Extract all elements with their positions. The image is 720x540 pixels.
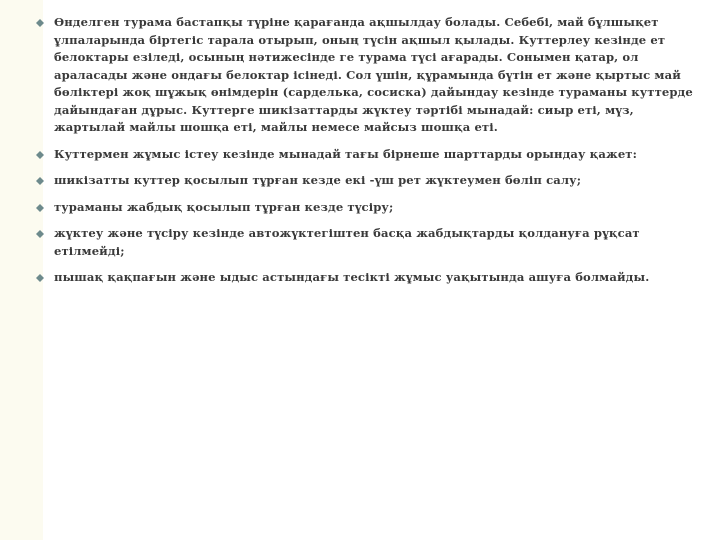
list-item bbox=[36, 199, 704, 217]
diamond-bullet-icon bbox=[36, 204, 44, 212]
list-item bbox=[36, 172, 704, 190]
slide-content bbox=[36, 14, 704, 296]
list-item-text: жүктеу және түсіру кезінде автожүктегіштен басқа жабдықтарды қолдануға рұқсат етілмейді; bbox=[54, 226, 640, 258]
diamond-bullet-icon bbox=[36, 274, 44, 282]
diamond-bullet-icon bbox=[36, 230, 44, 238]
list-item bbox=[36, 269, 704, 287]
list-item-text: пышақ қақпағын және ыдыс астындағы тесікті жұмыс уақытында ашуға болмайды. bbox=[54, 270, 650, 284]
list-item bbox=[36, 146, 704, 164]
diamond-bullet-icon bbox=[36, 177, 44, 185]
bullet-list bbox=[36, 14, 704, 287]
list-item bbox=[36, 225, 704, 260]
list-item-text: тураманы жабдық қосылып тұрған кезде түсіру; bbox=[54, 199, 394, 214]
diamond-bullet-icon bbox=[36, 19, 44, 27]
diamond-bullet-icon bbox=[36, 151, 44, 159]
list-item-text: Куттермен жұмыс істеу кезінде мынадай тағы бірнеше шарттарды орындау қажет: bbox=[54, 146, 637, 161]
list-item bbox=[36, 14, 704, 137]
list-item-text: Өнделген турама бастапқы түріне қарағанда ақшылдау болады. Себебі, май бұлшықет ұлпаларында біртегіс тарала отырып, оның түсін ақшыл қылады. Куттерлеу кезінде ет белоктары езіледі, осының нәтижесінде ге турама түсі ағарады. Сонымен қатар, ол араласады және ондағы белоктар ісінеді. Сол үшін, құрамында бүтін ет және қыртыс май бөліктері жоқ шұжық өнімдерін (сарделька, сосиска) дайындау кезінде тураманы куттерде дайындаған дұрыс. Куттерге шикізаттарды жүктеу тәртібі мынадай: сиыр еті, мүз, жартылай майлы шошқа еті, майлы немесе майсыз шошқа еті. bbox=[54, 15, 693, 134]
list-item-text: шикізатты куттер қосылып тұрған кезде екі -үш рет жүктеумен бөліп салу; bbox=[54, 173, 582, 187]
